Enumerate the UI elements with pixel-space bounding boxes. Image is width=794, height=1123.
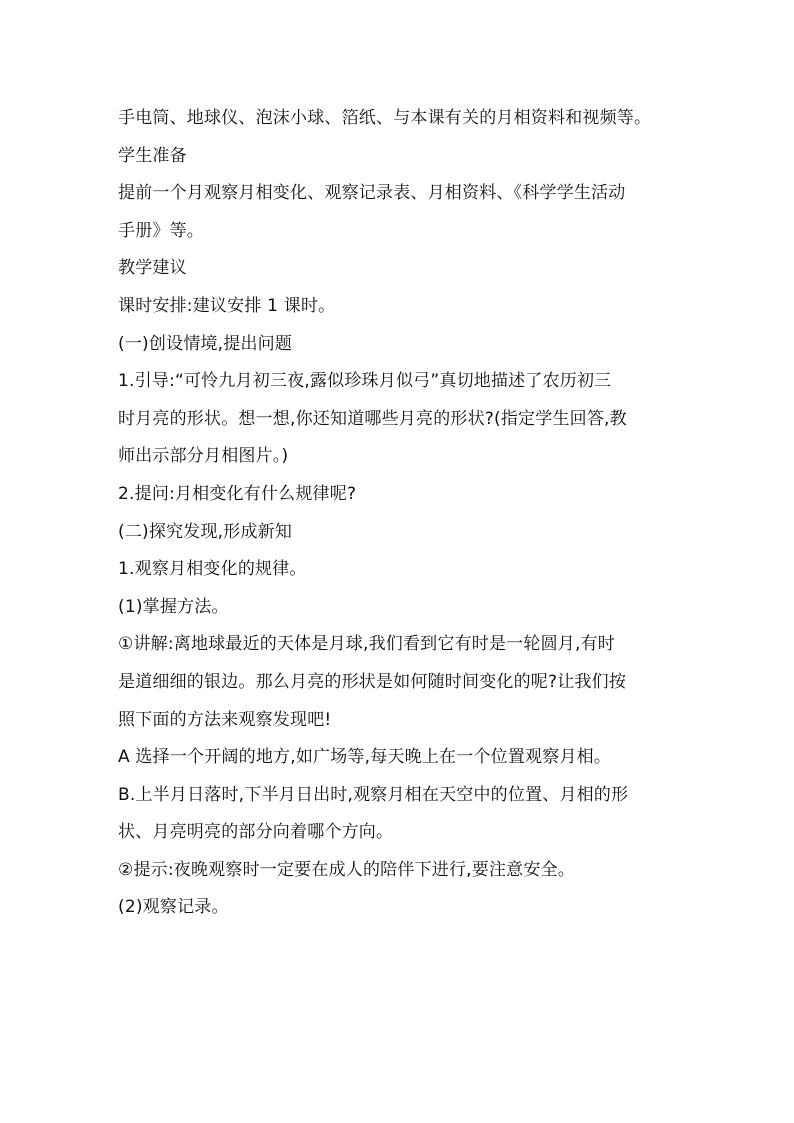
- section-one-heading: (一)创设情境,提出问题: [118, 333, 293, 354]
- document-body: [118, 100, 688, 927]
- student-preparation-line-2: 手册》等。: [118, 220, 204, 241]
- intro-line-2: 时月亮的形状。想一想,你还知道哪些月亮的形状?(指定学生回答,教: [118, 408, 627, 429]
- observation-record-line: (2)观察记录。: [118, 897, 229, 918]
- intro-line-1: 1.引导:“可怜九月初三夜,露似珍珠月似弓”真切地描述了农历初三: [118, 371, 612, 392]
- master-method-line: (1)掌握方法。: [118, 596, 229, 617]
- safety-tip-line: ②提示:夜晚观察时一定要在成人的陪伴下进行,要注意安全。: [118, 859, 575, 880]
- explanation-line-2: 是道细细的银边。那么月亮的形状是如何随时间变化的呢?让我们按: [118, 671, 627, 692]
- question-line: 2.提问:月相变化有什么规律呢?: [118, 483, 357, 504]
- materials-line: 手电筒、地球仪、泡沫小球、箔纸、与本课有关的月相资料和视频等。: [118, 108, 652, 128]
- step-b-line-1: B.上半月日落时,下半月日出时,观察月相在天空中的位置、月相的形: [118, 784, 629, 805]
- explanation-line-3: 照下面的方法来观察发现吧!: [118, 709, 332, 730]
- step-a-line: A 选择一个开阔的地方,如广场等,每天晚上在一个位置观察月相。: [118, 747, 612, 768]
- observe-rule-line: 1.观察月相变化的规律。: [118, 559, 307, 580]
- explanation-line-1: ①讲解:离地球最近的天体是月球,我们看到它有时是一轮圆月,有时: [118, 634, 615, 655]
- class-hours-line: 课时安排:建议安排 1 课时。: [118, 295, 336, 316]
- teaching-suggestions-heading: 教学建议: [118, 258, 187, 279]
- section-two-heading: (二)探究发现,形成新知: [118, 521, 293, 542]
- student-preparation-heading: 学生准备: [118, 145, 187, 166]
- student-preparation-line-1: 提前一个月观察月相变化、观察记录表、月相资料、《科学学生活动: [118, 183, 626, 204]
- step-b-line-2: 状、月亮明亮的部分向着哪个方向。: [118, 822, 394, 843]
- intro-line-3: 师出示部分月相图片。): [118, 446, 289, 467]
